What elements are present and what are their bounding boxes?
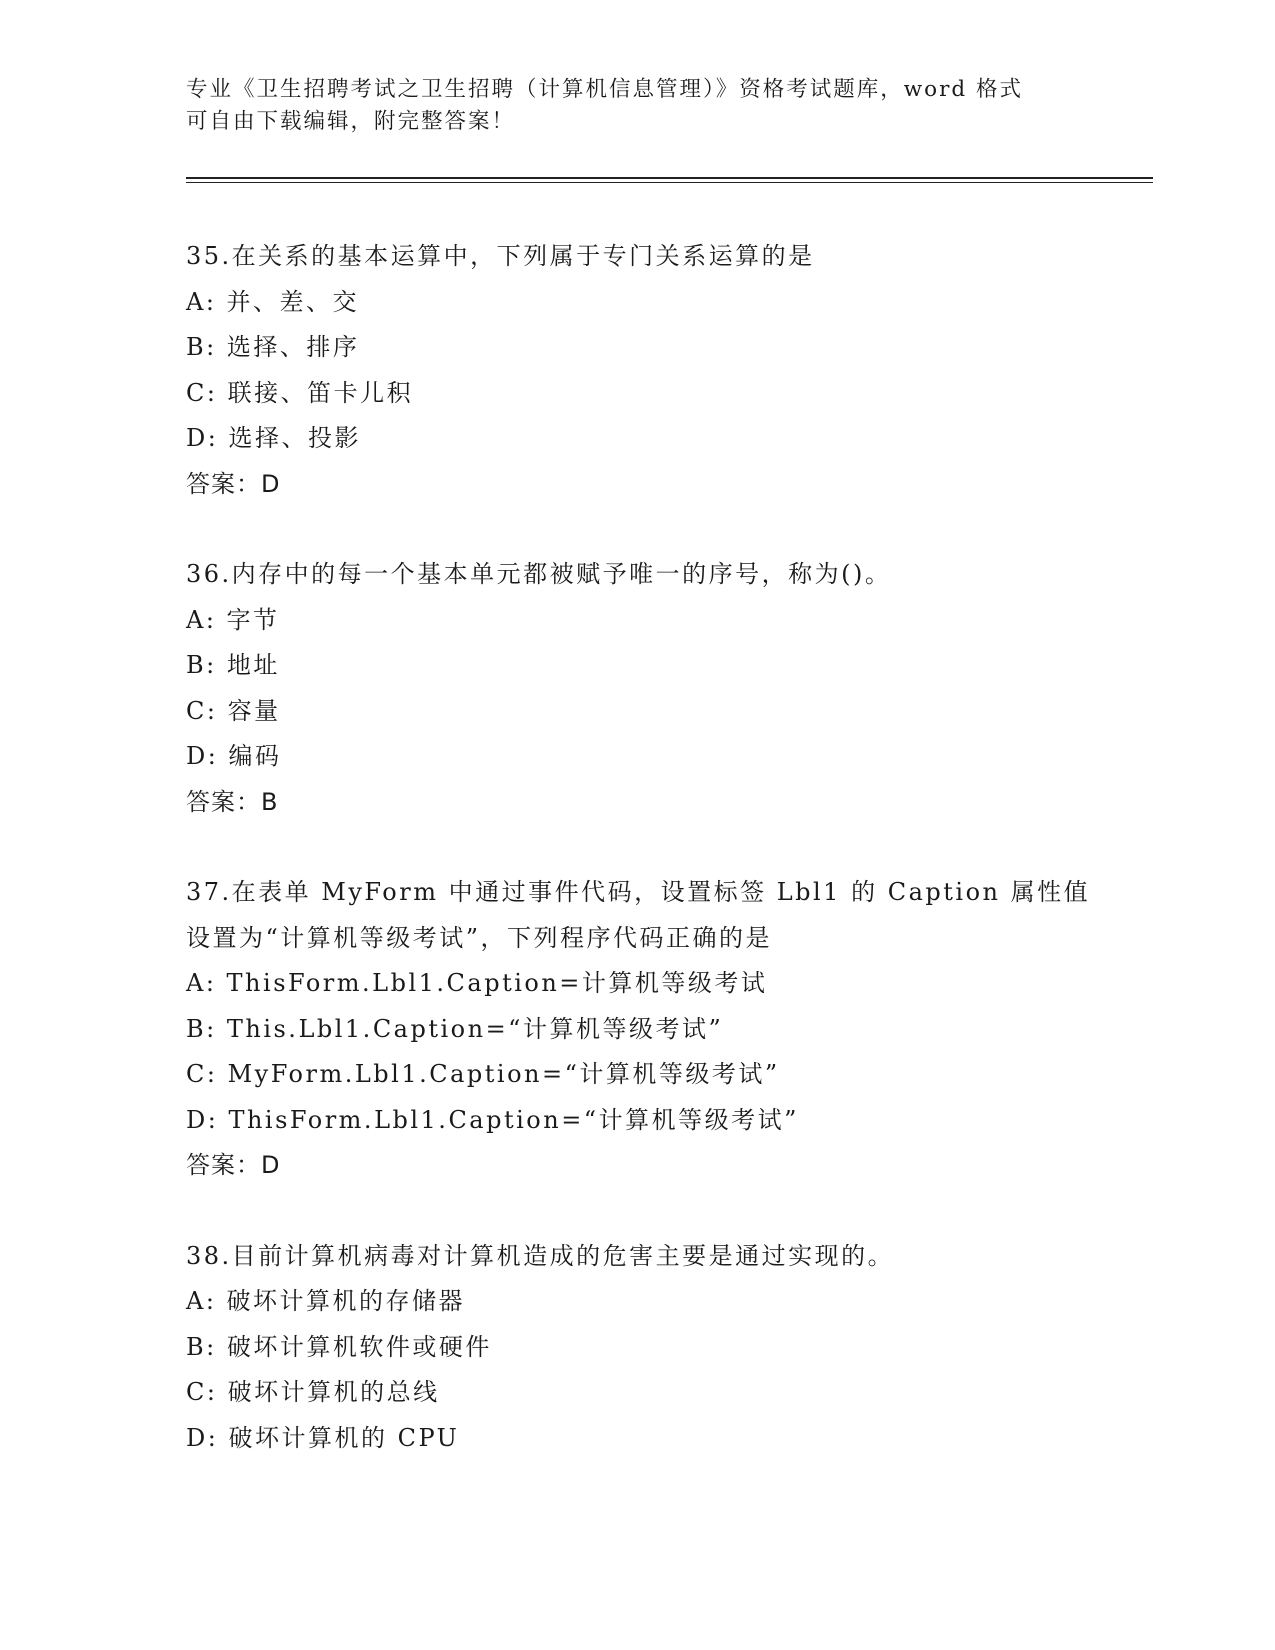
question-text: 35.在关系的基本运算中，下列属于专门关系运算的是	[186, 242, 815, 270]
option-c: C: 容量	[186, 696, 281, 725]
header-divider-thick	[186, 177, 1153, 179]
question-text-line-2: 设置为“计算机等级考试”，下列程序代码正确的是	[186, 923, 773, 952]
header-line-2: 可自由下载编辑，附完整答案！	[186, 109, 516, 134]
option-b: B: 破坏计算机软件或硬件	[186, 1332, 492, 1361]
option-d: D: 选择、投影	[186, 424, 361, 452]
question-text: 36.内存中的每一个基本单元都被赋予唯一的序号，称为()。	[186, 560, 892, 588]
question-list	[186, 234, 1091, 1506]
question-36	[186, 552, 1086, 825]
question-38	[186, 1234, 1086, 1462]
header-line-1: 专业《卫生招聘考试之卫生招聘（计算机信息管理）》资格考试题库，word 格式	[186, 77, 1023, 102]
option-c: C: 破坏计算机的总线	[186, 1378, 440, 1406]
option-c: C: 联接、笛卡儿积	[186, 378, 414, 407]
option-d: D: 编码	[186, 742, 282, 770]
option-a: A: ThisForm.Lbl1.Caption=计算机等级考试	[186, 969, 768, 997]
answer: 答案：B	[186, 787, 279, 816]
option-a: A: 破坏计算机的存储器	[186, 1287, 466, 1315]
option-d: D: 破坏计算机的 CPU	[186, 1423, 460, 1452]
header-divider-thin	[186, 182, 1153, 183]
option-c: C: MyForm.Lbl1.Caption=“计算机等级考试”	[186, 1060, 780, 1088]
answer: 答案：D	[186, 1151, 281, 1179]
option-b: B: This.Lbl1.Caption=“计算机等级考试”	[186, 1014, 724, 1043]
answer: 答案：D	[186, 469, 281, 498]
question-text: 38.目前计算机病毒对计算机造成的危害主要是通过实现的。	[186, 1241, 895, 1270]
option-a: A: 并、差、交	[186, 287, 360, 316]
document-header	[186, 74, 1066, 138]
option-b: B: 地址	[186, 651, 280, 679]
question-text-line-1: 37.在表单 MyForm 中通过事件代码，设置标签 Lbl1 的 Caption 属性值	[186, 878, 1091, 906]
option-a: A: 字节	[186, 605, 280, 634]
question-35	[186, 234, 1086, 507]
option-d: D: ThisForm.Lbl1.Caption=“计算机等级考试”	[186, 1105, 799, 1134]
option-b: B: 选择、排序	[186, 333, 360, 361]
question-37	[186, 870, 1091, 1189]
